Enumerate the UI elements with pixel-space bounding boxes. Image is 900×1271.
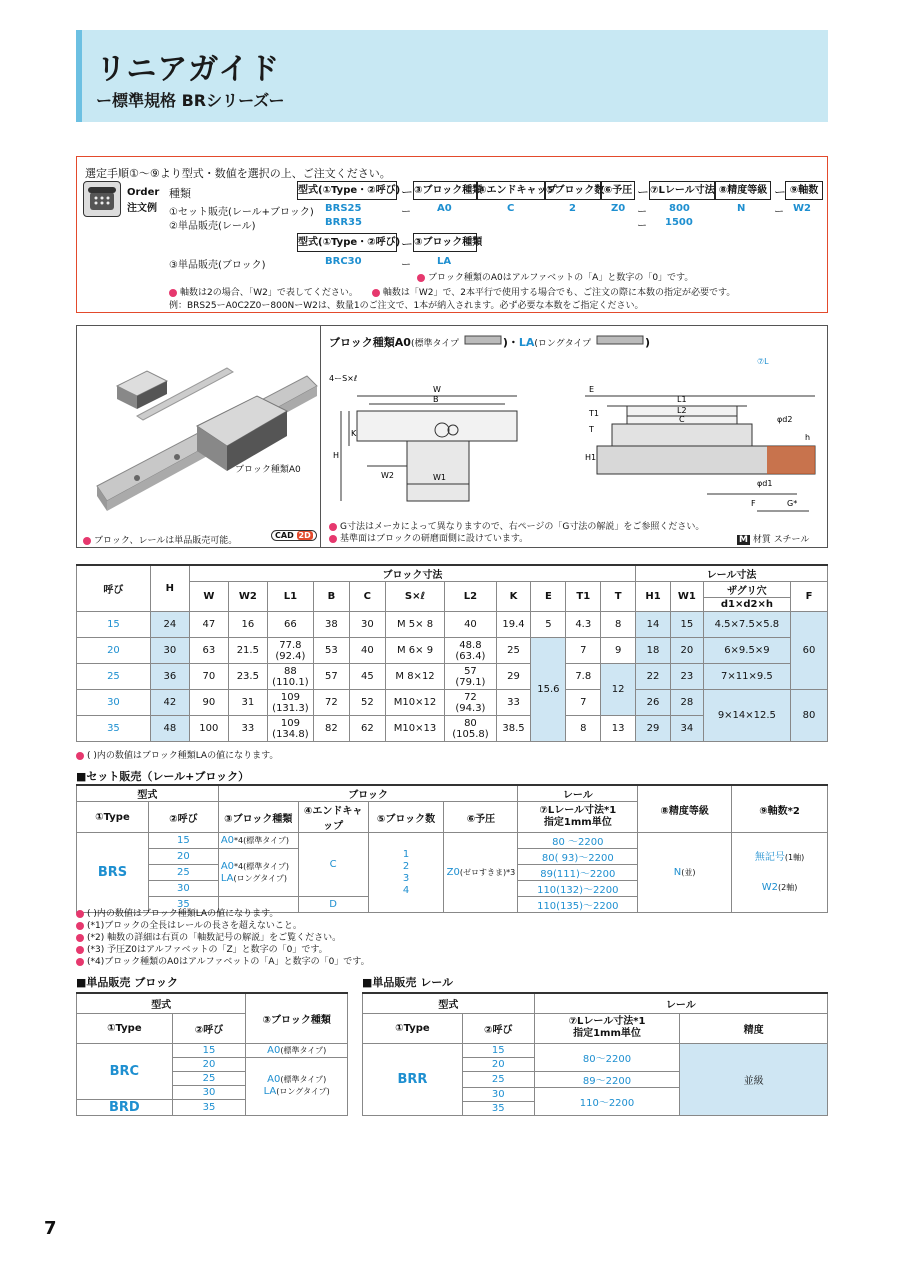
block-table: 型式 ③ブロック種類 ①Type ②呼び BRC 15 A0(標準タイプ) 20 A0(標準タイプ) LA(ロングタイプ) 25 30 BRD 35 bbox=[76, 992, 348, 1116]
rail-table: 型式 レール ①Type ②呼び ⑦Lレール寸法*1 指定1mm単位 精度 BRR 15 80～2200 並級 20 25 89～2200 30 110～2200 35 bbox=[362, 992, 828, 1116]
page-title: リニアガイド bbox=[96, 52, 281, 87]
page-subtitle: ー標準規格 BRシリーズー bbox=[96, 91, 285, 110]
dimension-table: 呼び H ブロック寸法 レール寸法 W W2 L1 B C S×ℓ L2 K E T1 T H1 W1 ザグリ穴 F d1×d2×h 15 24 47 16 66 38 30 M 5× 8 40 19.4 5 4.3 8 14 15 4.5×7.5×5.8 60 20 30 63 21.5 77.8 (92.4) 53 40 M 6× 9 48.8 (63.4) 25 15.6 7 9 18 20 6×9.5×9 25 36 70 23.5 88 (110.1) 57 45 M 8×12 57 (79.1) 29 7.8 12 22 23 7×11×9.5 30 42 90 31 109 (131.3) 72 52 M10×12 72 (94.3) 33 7 26 28 9×14×12.5 80 35 48 100 33 109 (134.8) 82 62 M10×13 80 (105.8) 38.5 8 13 29 34 bbox=[76, 564, 828, 742]
svg-text:H1: H1 bbox=[585, 453, 597, 462]
order-icon-en: Order bbox=[127, 187, 160, 198]
hdr-cap: ④エンドキャップ bbox=[477, 181, 545, 200]
hdr-block: ③ブロック種類 bbox=[413, 181, 477, 200]
pin-icon bbox=[76, 910, 84, 918]
set-table-title: ■セット販売（レール+ブロック） bbox=[76, 770, 250, 783]
pin-icon bbox=[169, 289, 177, 297]
svg-text:W1: W1 bbox=[433, 473, 446, 482]
hdr-preload: ⑥予圧 bbox=[601, 181, 635, 200]
svg-text:E: E bbox=[589, 385, 595, 394]
photo-caption: ブロック種類A0 bbox=[235, 465, 301, 475]
order-icon-jp: 注文例 bbox=[127, 203, 157, 214]
pin-icon bbox=[76, 946, 84, 954]
hdr-model: 型式(①Type・②呼び) bbox=[297, 181, 397, 200]
figure-panel: ブロック種類A0 ブロック、レールは単品販売可能。 CAD 2D ブロック種類A0(標準タイプ )・LA(ロングタイプ ) 4ーS×ℓ W B H K W2 W1 ⑦L E L1 L2 C T1 T H1 φd2 h φd1 F G* G寸法はメーカによって異なりますので、右ページの「G寸法の解説」をご参照ください。 基準面はブロックの研磨面側に設けています。 M 材質 スチール bbox=[76, 325, 828, 548]
svg-text:T: T bbox=[589, 425, 594, 434]
pin-icon bbox=[76, 958, 84, 966]
svg-text:φd1: φd1 bbox=[757, 479, 773, 488]
dimension-drawing bbox=[327, 356, 825, 526]
pin-icon bbox=[329, 523, 337, 531]
pin-icon bbox=[76, 934, 84, 942]
svg-text:L1: L1 bbox=[677, 395, 687, 404]
hdr-count: ⑤ブロック数 bbox=[545, 181, 601, 200]
pin-icon bbox=[372, 289, 380, 297]
pin-icon bbox=[329, 535, 337, 543]
svg-text:⑦L: ⑦L bbox=[757, 357, 769, 366]
phone-icon bbox=[83, 181, 121, 217]
svg-text:G*: G* bbox=[787, 499, 798, 508]
product-photo: ブロック種類A0 ブロック、レールは単品販売可能。 CAD 2D bbox=[77, 326, 321, 547]
rail-table-title: ■単品販売 レール bbox=[362, 976, 454, 989]
hdr-grade: ⑧精度等級 bbox=[715, 181, 771, 200]
hdr-rail: ⑦Lレール寸法 bbox=[649, 181, 715, 200]
page-number: 7 bbox=[44, 1218, 57, 1239]
dim-sxl: 4ーS×ℓ bbox=[329, 374, 358, 383]
order-intro: 選定手順①～⑨より型式・数値を選択の上、ご注文ください。 bbox=[85, 167, 391, 180]
set-table: 型式 ブロック レール ⑧精度等級 ⑨軸数*2 ①Type ②呼び ③ブロック種類 ④エンドキャップ ⑤ブロック数 ⑥予圧 ⑦Lレール寸法*1 指定1mm単位 BRS 15 A0*4(標準タイプ) C 1 2 3 4 Z0(ゼロすきま)*3 80 ～2200 N(並) 無記号(1軸) W2(2軸) 20 A0*4(標準タイプ) LA(ロングタイプ) 80( 93)～2200 25 89(111)～2200 30 110(132)～2200 35 D 110(135)～2200 bbox=[76, 784, 828, 913]
svg-text:W2: W2 bbox=[381, 471, 394, 480]
svg-text:B: B bbox=[433, 395, 439, 404]
pin-icon bbox=[417, 274, 425, 282]
svg-text:h: h bbox=[805, 433, 811, 442]
svg-text:φd2: φd2 bbox=[777, 415, 793, 424]
svg-text:F: F bbox=[751, 499, 756, 508]
pin-icon bbox=[76, 922, 84, 930]
order-example-box: 選定手順①～⑨より型式・数値を選択の上、ご注文ください。 Order 注文例 種類 型式(①Type・②呼び) ー ③ブロック種類 ④エンドキャップ ⑤ブロック数 ⑥予圧 ー ⑦Lレール寸法 ⑧精度等級 ー ⑨軸数 ①セット販売(レール+ブロック) BRS25 ー A0 C 2 Z0 ー 800 N ー W2 ②単品販売(レール) BRR35 ー 1500 型式(①Type・②呼び) ー ③ブロック種類 ③単品販売(ブロック) BRC30 ー LA ブロック種類のA0はアルファベットの「A」と数字の「0」です。 軸数は2の場合、「W2」で表してください。 軸数は「W2」で、2本平行で使用する場合でも、ご注文の際に本数の指定が必要です。 例：BRS25ーA0C2Z0ー800NーW2は、数量1のご注文で、1本が納入されます。必ず必要な本数をご指定ください。 bbox=[76, 156, 828, 313]
kind-header: 種類 bbox=[169, 187, 191, 200]
svg-text:W: W bbox=[433, 385, 441, 394]
svg-text:L2: L2 bbox=[677, 406, 687, 415]
svg-text:K: K bbox=[351, 429, 357, 438]
svg-text:H: H bbox=[333, 451, 340, 460]
svg-text:C: C bbox=[679, 415, 685, 424]
hdr-axis: ⑨軸数 bbox=[785, 181, 823, 200]
pin-icon bbox=[83, 537, 91, 545]
pin-icon bbox=[76, 752, 84, 760]
block-table-title: ■単品販売 ブロック bbox=[76, 976, 179, 989]
material-icon: M bbox=[739, 535, 748, 545]
svg-text:T1: T1 bbox=[589, 409, 599, 418]
